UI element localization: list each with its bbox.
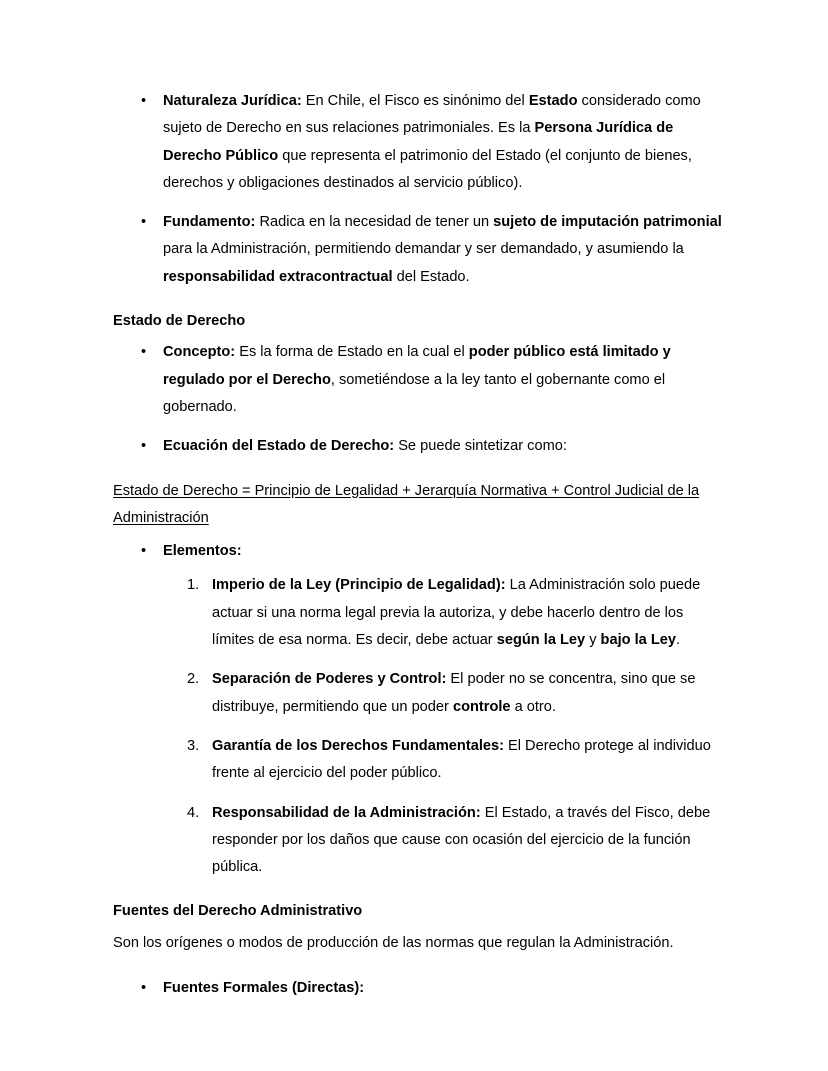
bullet-icon: • (141, 344, 147, 361)
list-item-text: Fundamento: Radica en la necesidad de tener un sujeto de imputación patrimonial para la Administración, permitiendo demandar y ser demandado, y asumiendo la responsabilidad extracontractual del Estado. (163, 214, 722, 285)
list-item-text: Ecuación del Estado de Derecho: Se puede sintetizar como: (163, 438, 567, 455)
equation-estado-de-derecho: Estado de Derecho = Principio de Legalidad + Jerarquía Normativa + Control Judicial de la Administración (113, 482, 700, 526)
list-item-text: Imperio de la Ley (Principio de Legalidad): La Administración solo puede actuar si una norma legal previa la autoriza, y debe hacerlo dentro de los límites de esa norma. Es decir, debe actuar según la Ley y bajo la Ley. (212, 577, 701, 649)
list-item (113, 209, 728, 291)
list-item (113, 433, 728, 460)
bullet-list-fuentes-formales (113, 975, 728, 1002)
document-body (113, 88, 728, 1002)
bullet-list-elementos (113, 538, 728, 565)
list-item (113, 800, 728, 882)
list-item (113, 88, 728, 197)
list-item (113, 538, 728, 565)
list-item-text: Naturaleza Jurídica: En Chile, el Fisco es sinónimo del Estado considerado como sujeto de Derecho en sus relaciones patrimoniales. Es la Persona Jurídica de Derecho Público que representa el patrimonio del Estado (el conjunto de bienes, derechos y obligaciones destinados al servicio público). (163, 93, 701, 191)
list-item-text: Responsabilidad de la Administración: El Estado, a través del Fisco, debe responder por los daños que cause con ocasión del ejercicio de la función pública. (212, 804, 711, 876)
list-item-text: Elementos: (163, 543, 242, 560)
bullet-list-estado-de-derecho (113, 339, 728, 460)
bullet-icon: • (141, 980, 147, 997)
section-heading-estado-de-derecho: Estado de Derecho (113, 313, 246, 330)
list-number: 1. (187, 577, 200, 594)
list-item (113, 666, 728, 721)
bullet-icon: • (141, 543, 147, 560)
numbered-list-elementos (113, 572, 728, 881)
list-item-text: Fuentes Formales (Directas): (163, 980, 365, 997)
list-item (113, 733, 728, 788)
bullet-icon: • (141, 93, 147, 109)
bullet-list-fisco (113, 88, 728, 291)
list-item (113, 975, 728, 1002)
list-number: 3. (187, 737, 200, 754)
bullet-icon: • (141, 214, 147, 231)
list-item-text: Concepto: Es la forma de Estado en la cual el poder público está limitado y regulado por el Derecho, sometiéndose a la ley tanto el gobernante como el gobernado. (163, 344, 671, 415)
list-item-text: Separación de Poderes y Control: El poder no se concentra, sino que se distribuye, permitiendo que un poder controle a otro. (212, 671, 696, 715)
list-item (113, 572, 728, 654)
list-item (113, 339, 728, 421)
bullet-icon: • (141, 438, 147, 455)
list-number: 2. (187, 671, 200, 688)
section-heading-fuentes: Fuentes del Derecho Administrativo (113, 903, 363, 920)
list-number: 4. (187, 804, 200, 821)
list-item-text: Garantía de los Derechos Fundamentales: El Derecho protege al individuo frente al ejercicio del poder público. (212, 737, 711, 782)
paragraph-fuentes-intro: Son los orígenes o modos de producción de las normas que regulan la Administración. (113, 934, 674, 951)
